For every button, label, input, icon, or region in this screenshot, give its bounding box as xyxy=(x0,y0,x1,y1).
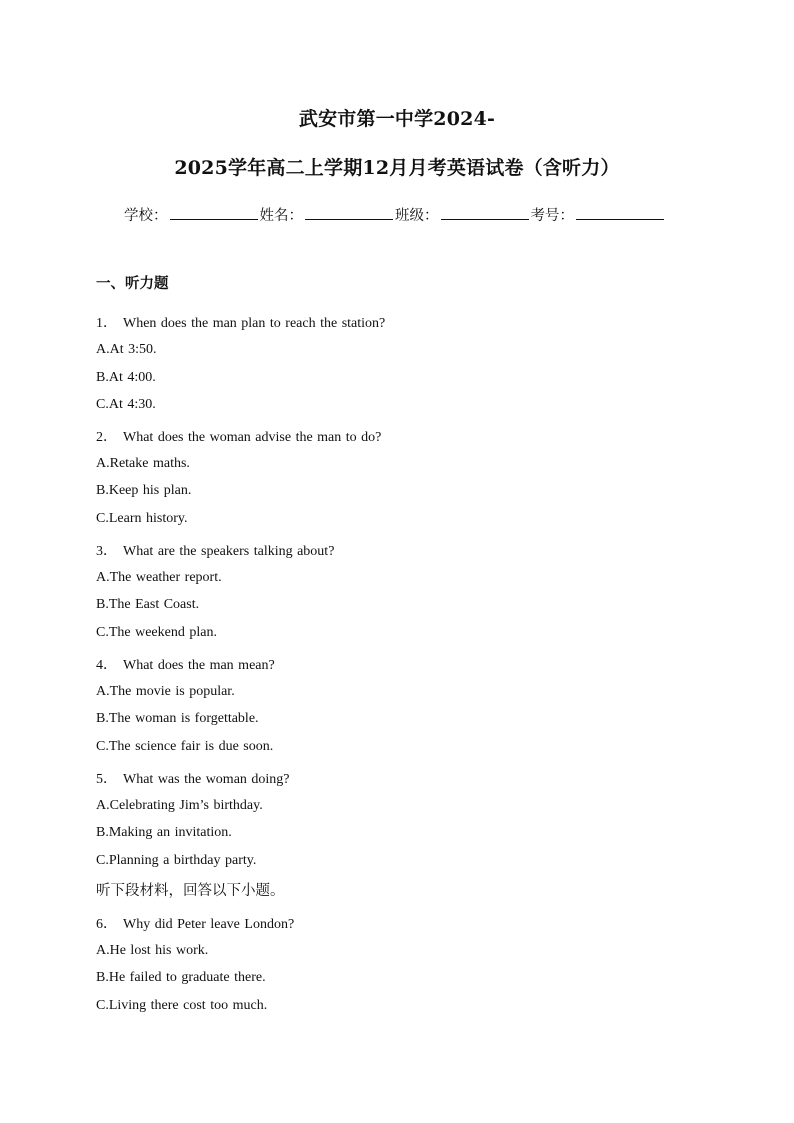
option-b: B.At 4:00. xyxy=(96,370,156,385)
name-label: 姓名： xyxy=(259,208,303,224)
exam-title-line-2: 2025学年高二上学期12月月考英语试卷（含听力） xyxy=(174,157,620,179)
question-6 xyxy=(96,913,294,933)
question-number: 3． xyxy=(96,544,117,559)
option-c: C.At 4:30. xyxy=(96,397,156,412)
question-text: What was the woman doing? xyxy=(123,772,290,787)
question-number: 2． xyxy=(96,430,117,445)
student-info-fields xyxy=(124,204,684,225)
listening-instruction: 听下段材料，回答以下小题。 xyxy=(96,883,285,899)
name-field xyxy=(260,204,396,225)
question-text: What does the man mean? xyxy=(123,658,275,673)
question-1 xyxy=(96,312,385,332)
option-a: A.He lost his work. xyxy=(96,943,209,958)
school-field xyxy=(124,204,260,225)
option-c: C.Learn history. xyxy=(96,511,188,526)
question-2 xyxy=(96,426,381,446)
option-b: B.Making an invitation. xyxy=(96,825,232,840)
class-field xyxy=(395,204,531,225)
exam-number-field xyxy=(531,204,667,225)
option-b: B.Keep his plan. xyxy=(96,483,192,498)
name-blank[interactable] xyxy=(305,205,393,220)
question-number: 4． xyxy=(96,658,117,673)
exam-number-blank[interactable] xyxy=(576,205,664,220)
question-text: Why did Peter leave London? xyxy=(123,917,295,932)
question-text: What are the speakers talking about? xyxy=(123,544,335,559)
exam-title-line-1: 武安市第一中学2024- xyxy=(298,108,496,130)
question-4 xyxy=(96,654,275,674)
option-c: C.The weekend plan. xyxy=(96,625,217,640)
question-number: 6． xyxy=(96,917,117,932)
exam-number-label: 考号： xyxy=(530,208,574,224)
option-a: A.Celebrating Jim’s birthday. xyxy=(96,798,263,813)
option-a: A.Retake maths. xyxy=(96,456,190,471)
question-3 xyxy=(96,540,334,560)
school-blank[interactable] xyxy=(170,205,258,220)
question-5 xyxy=(96,768,290,788)
option-b: B.The East Coast. xyxy=(96,597,200,612)
school-label: 学校： xyxy=(124,208,168,224)
option-a: A.At 3:50. xyxy=(96,342,157,357)
question-text: When does the man plan to reach the station? xyxy=(123,316,386,331)
class-label: 班级： xyxy=(395,208,439,224)
class-blank[interactable] xyxy=(441,205,529,220)
option-b: B.The woman is forgettable. xyxy=(96,711,259,726)
option-c: C.Planning a birthday party. xyxy=(96,853,257,868)
option-c: C.Living there cost too much. xyxy=(96,998,268,1013)
option-b: B.He failed to graduate there. xyxy=(96,970,266,985)
question-text: What does the woman advise the man to do? xyxy=(123,430,382,445)
option-c: C.The science fair is due soon. xyxy=(96,739,274,754)
option-a: A.The movie is popular. xyxy=(96,684,235,699)
option-a: A.The weather report. xyxy=(96,570,222,585)
question-number: 1． xyxy=(96,316,117,331)
section-heading-listening: 一、听力题 xyxy=(96,275,169,292)
question-number: 5． xyxy=(96,772,117,787)
